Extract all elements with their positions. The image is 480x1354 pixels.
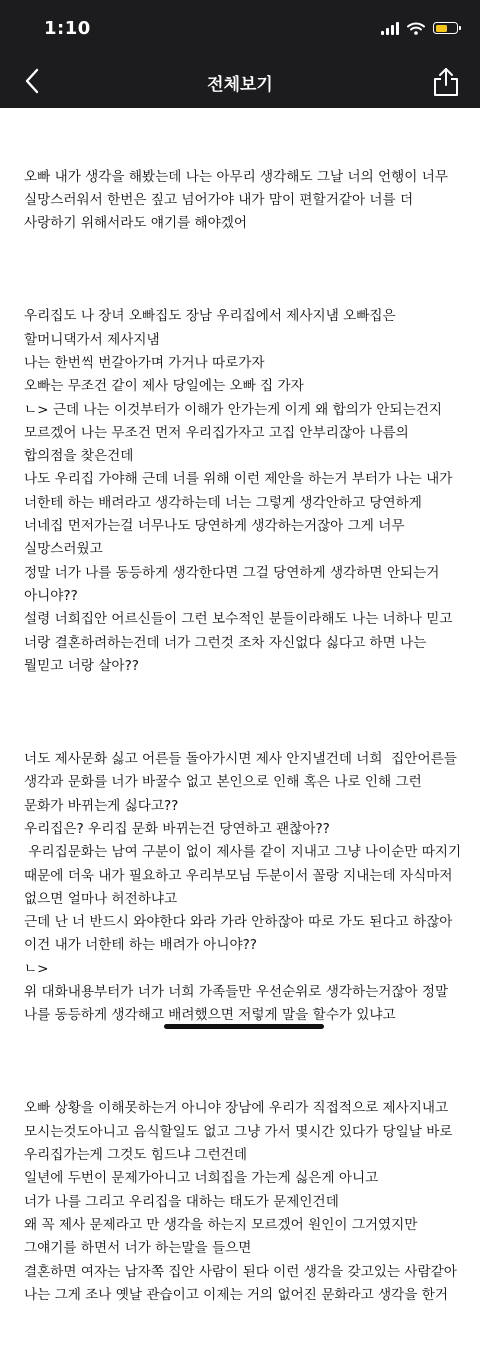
battery-icon	[433, 22, 458, 34]
paragraph: 오빠 내가 생각을 해봤는데 나는 아무리 생각해도 그날 너의 언행이 너무 실망스러워서 한번은 짚고 넘어가야 내가 맘이 편할거같아 너를 더 사랑하기 위해서라도 얘기를 해야겠어	[24, 168, 453, 232]
wifi-icon	[407, 22, 425, 35]
share-button[interactable]	[430, 66, 462, 98]
battery-level	[436, 25, 447, 32]
status-time: 1:10	[44, 18, 91, 39]
share-icon	[430, 66, 462, 98]
page-title: 전체보기	[207, 75, 273, 95]
cellular-signal-icon	[381, 22, 399, 35]
post-body	[24, 119, 464, 1354]
home-indicator[interactable]	[164, 1024, 324, 1029]
paragraph: 우리집도 나 장녀 오빠집도 장남 우리집에서 제사지냄 오빠집은 할머니댁가서 제사지냄 나는 한번씩 번갈아가며 가거나 따로가자 오빠는 무조건 같이 제사 당일에는 오빠 집 가자 ㄴ> 근데 나는 이것부터가 이해가 안가는게 이게 왜 합의가 안되는건지 모르겠어 나는 무조건 먼저 우리집가자고 고집 안부리잖아 나름의 합의점을 찾은건데 나도 우리집 가야해 근데 너를 위해 이런 제안을 하는거 부터가 나는 내가 너한테 하는 배려라고 생각하는데 너는 그렇게 생각안하고 당연하게 너네집 먼저가는걸 너무나도 당연하게 생각하는거잖아 그게 너무 실망스러웠고 정말 너가 나를 동등하게 생각한다면 그걸 당연하게 생각하면 안되는거 아니야?? 설령 너희집안 어르신들이 그런 보수적인 분들이라해도 나는 너하나 믿고 너랑 결혼하려하는건데 너가 그런것 조차 자신없다 싫다고 하면 나는 뭘믿고 너랑 살아??	[24, 308, 453, 674]
paragraph: 오빠 상황을 이해못하는거 아니야 장남에 우리가 직접적으로 제사지내고 모시는것도아니고 음식할일도 없고 그냥 가서 몇시간 있다가 당일날 바로 우리집가는게 그것도 힘드냐 그런건데 일년에 두번이 문제가아니고 너희집을 가는게 싫은게 아니고 너가 나를 그리고 우리집을 대하는 태도가 문제인건데 왜 꼭 제사 문제라고 만 생각을 하는지 모르겠어 원인이 그거였지만 그얘기를 하면서 너가 하는말을 들으면 결혼하면 여자는 남자쪽 집안 사람이 된다 이런 생각을 갖고있는 사람같아 나는 그게 조나 옛날 관습이고 이제는 거의 없어진 문화라고 생각을 한거	[24, 1100, 457, 1303]
top-bar	[0, 0, 480, 108]
status-icons	[381, 20, 458, 36]
paragraph: 너도 제사문화 싫고 어른들 돌아가시면 제사 안지낼건데 너희 집안어른들 생각과 문화를 너가 바꿀수 없고 본인으로 인해 혹은 나로 인해 그런 문화가 바뀌는게 싫다고?? 우리집은? 우리집 문화 바뀌는건 당연하고 괜찮아?? 우리집문화는 남여 구분이 없이 제사를 같이 지내고 그냥 나이순만 따지기 때문에 더욱 내가 필요하고 우리부모님 두분이서 꼴랑 지내는데 자식마저 없으면 얼마나 허전하냐고 근데 난 너 반드시 와야한다 와라 가라 안하잖아 따로 가도 된다고 하잖아 이건 내가 너한테 하는 배려가 아니야?? ㄴ> 위 대화내용부터가 너가 너희 가족들만 우선순위로 생각하는거잖아 정말 나를 동등하게 생각해고 배려했으면 저렇게 말을 할수가 있냐고	[24, 751, 462, 1024]
